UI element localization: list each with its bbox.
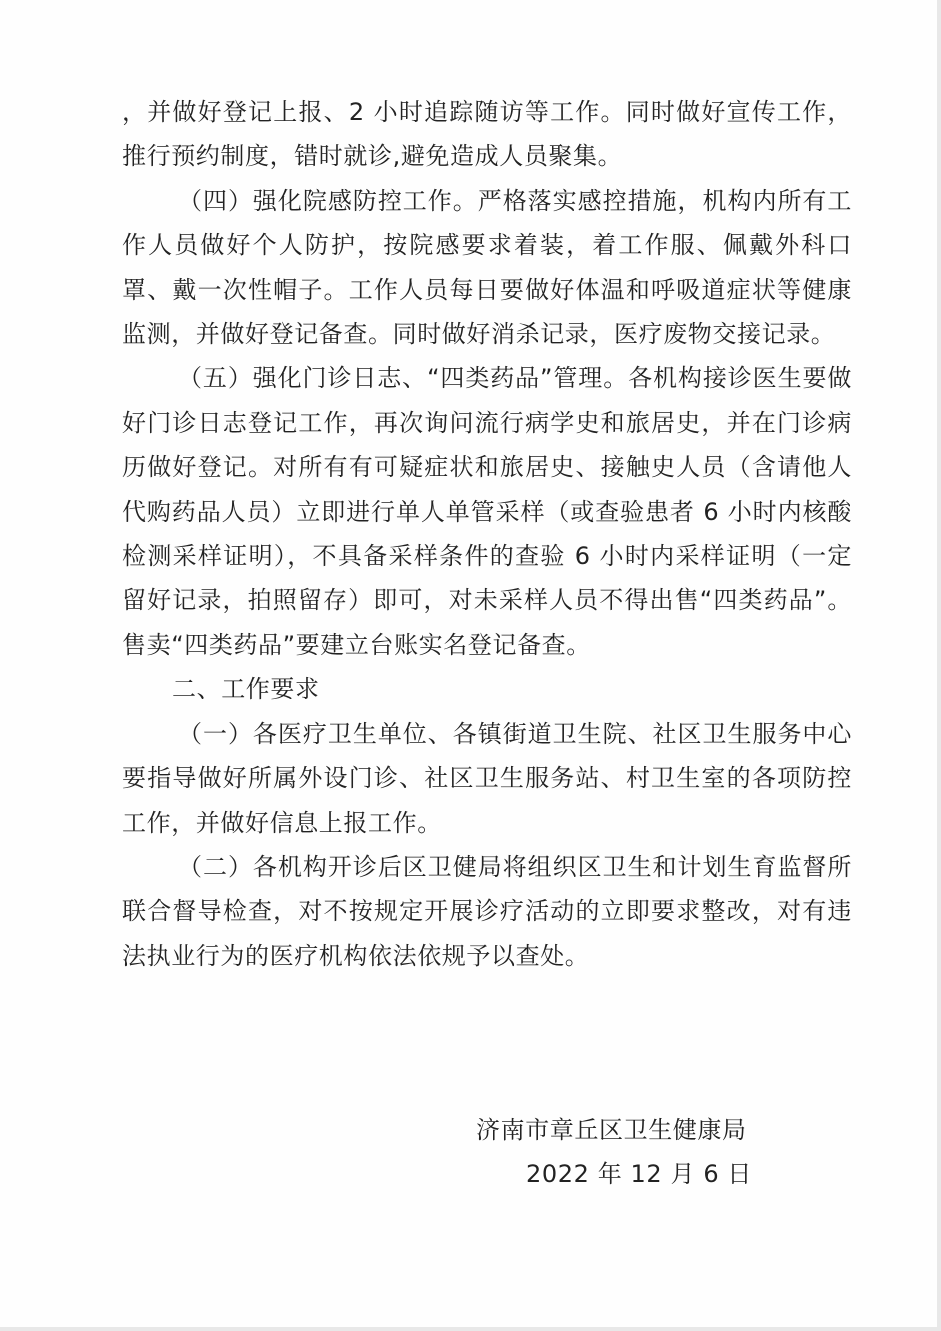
paragraph-requirement-one: （一）各医疗卫生单位、各镇街道卫生院、社区卫生服务中心要指导做好所属外设门诊、社区卫生服务站、村卫生室的各项防控工作，并做好信息上报工作。 bbox=[122, 719, 852, 837]
paragraph-requirement-two: （二）各机构开诊后区卫健局将组织区卫生和计划生育监督所联合督导检查，对不按规定开展诊疗活动的立即要求整改，对有违法执业行为的医疗机构依法依规予以查处。 bbox=[122, 852, 852, 970]
issuing-organization: 济南市章丘区卫生健康局 bbox=[476, 1116, 747, 1144]
section-heading-work-requirements: 二、工作要求 bbox=[172, 675, 320, 704]
paragraph-infection-control: （四）强化院感防控工作。严格落实感控措施，机构内所有工作人员做好个人防护，按院感要求着装，着工作服、佩戴外科口罩、戴一次性帽子。工作人员每日要做好体温和呼吸道症状等健康监测，并做好登记备查。同时做好消杀记录，医疗废物交接记录。 bbox=[122, 186, 852, 349]
issue-date: 2022 年 12 月 6 日 bbox=[526, 1160, 753, 1188]
paragraph-continuation: ，并做好登记上报、2 小时追踪随访等工作。同时做好宣传工作，推行预约制度，错时就诊,避免造成人员聚集。 bbox=[122, 98, 852, 171]
signature-block bbox=[476, 1108, 752, 1196]
paragraph-outpatient-log: （五）强化门诊日志、“四类药品”管理。各机构接诊医生要做好门诊日志登记工作，再次询问流行病学史和旅居史，并在门诊病历做好登记。对所有有可疑症状和旅居史、接触史人员（含请他人代购药品人员）立即进行单人单管采样（或查验患者 6 小时内核酸检测采样证明），不具备采样条件的查验 6 小时内采样证明（一定留好记录，拍照留存）即可，对未采样人员不得出售“四类药品”。售卖“四类药品”要建立台账实名登记备查。 bbox=[122, 364, 852, 659]
document-body bbox=[122, 90, 852, 978]
